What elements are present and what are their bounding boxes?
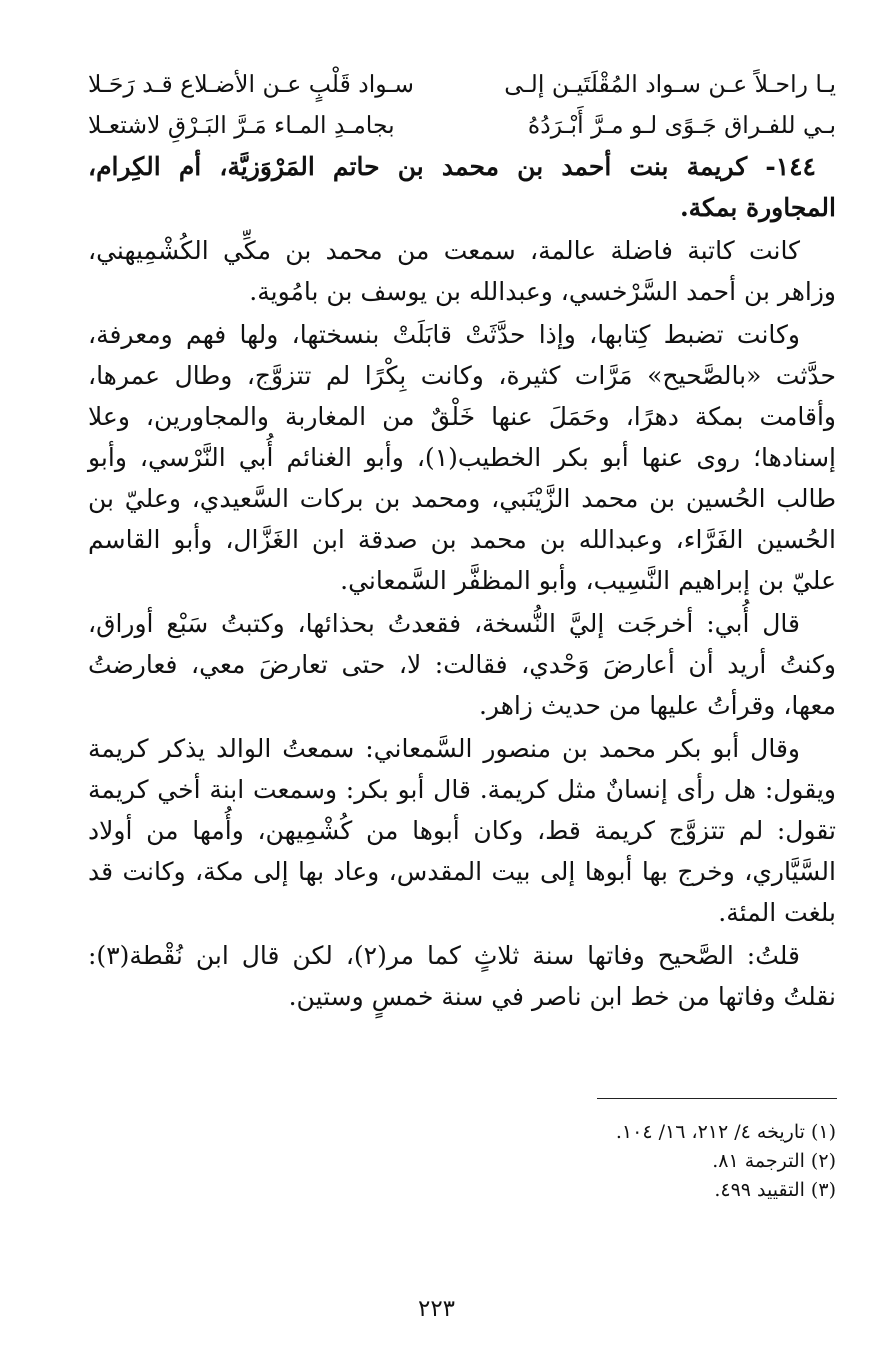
- page-number: ٢٢٣: [417, 1296, 456, 1322]
- footnote-divider: [597, 1098, 837, 1099]
- main-text: [88, 64, 836, 1017]
- footnotes: [536, 1118, 836, 1205]
- paragraph: قال أُبي: أخرجَت إليَّ النُّسخة، فقعدتُ بحذائها، وكتبتُ سَبْع أوراق، وكنتُ أريد أن أعارضَ وَحْدي، فقالت: لا، حتى تعارضَ معي، فعارضتُ معها، وقرأتُ عليها من حديث زاهر.: [88, 609, 836, 720]
- footnote: (٢) الترجمة ٨١.: [712, 1150, 836, 1172]
- entry-heading: ١٤٤- كريمة بنت أحمد بن محمد بن حاتم المَرْوَزيَّة، أم الكِرام، المجاورة بمكة.: [88, 152, 836, 222]
- verse-hemistich: بـي للفـراق جَـوًى لـو مـرَّ أَبْـرَدُهُ: [527, 111, 836, 139]
- footnote: (٣) التقييد ٤٩٩.: [714, 1179, 836, 1201]
- verse-line-2: [88, 105, 836, 146]
- paragraph: وقال أبو بكر محمد بن منصور السَّمعاني: سمعتُ الوالد يذكر كريمة ويقول: هل رأى إنسانٌ مثل كريمة. قال أبو بكر: وسمعت ابنة أخي كريمة تقول: لم تتزوَّج كريمة قط، وكان أبوها من كُشْمِيهن، وأُمها من أولاد السَّيَّاري، وخرج بها أبوها إلى بيت المقدس، وعاد بها إلى مكة، وكانت قد بلغت المئة.: [88, 734, 836, 927]
- paragraph: قلتُ: الصَّحيح وفاتها سنة ثلاثٍ كما مر(٢)، لكن قال ابن نُقْطة(٣): نقلتُ وفاتها من خط ابن ناصر في سنة خمسٍ وستين.: [88, 941, 836, 1011]
- verse-hemistich: بجامـدِ المـاء مَـرَّ البَـرْقِ لاشتعـلا: [88, 111, 395, 139]
- paragraph: وكانت تضبط كِتابها، وإذا حدَّثَتْ قابَلَتْ بنسختها، ولها فهم ومعرفة، حدَّثت «بالصَّحيح» مَرَّات كثيرة، وكانت بِكْرًا لم تتزوَّج، وطال عمرها، وأقامت بمكة دهرًا، وحَمَلَ عنها خَلْقٌ من المغاربة والمجاورين، وعلا إسنادها؛ روى عنها أبو بكر الخطيب(١)، وأبو الغنائم أُبي النَّرْسي، وأبو طالب الحُسين بن محمد الزَّيْنَبي، ومحمد بن بركات السَّعيدي، وعليّ بن الحُسين الفَرَّاء، وعبدالله بن محمد بن صدقة ابن الغَزَّال، وأبو القاسم عليّ بن إبراهيم النَّسِيب، وأبو المظفَّر السَّمعاني.: [88, 320, 837, 595]
- verse-hemistich: يـا راحـلاً عـن سـواد المُقْلَتَيـن إلـى: [504, 70, 836, 98]
- verse-hemistich: سـواد قَلْبٍ عـن الأضـلاع قـد رَحَـلا: [88, 70, 414, 98]
- paragraph: كانت كاتبة فاضلة عالمة، سمعت من محمد بن مكِّي الكُشْمِيهني، وزاهر بن أحمد السَّرْخسي، وعبدالله بن يوسف بن بامُوية.: [88, 236, 836, 306]
- verse-line-1: [88, 64, 836, 105]
- footnote: (١) تاريخه ٤/ ٢١٢، ١٦/ ١٠٤.: [615, 1121, 836, 1143]
